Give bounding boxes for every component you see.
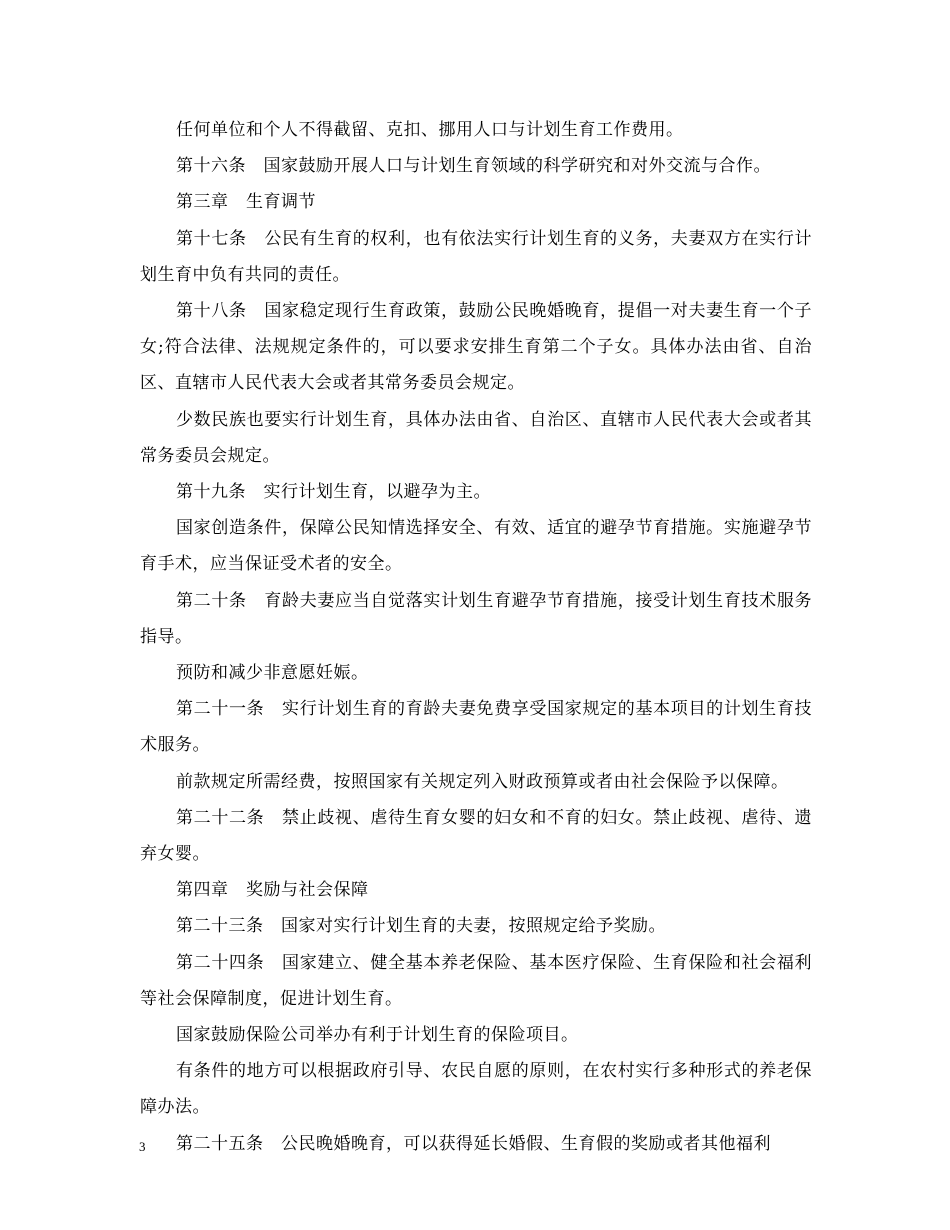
paragraph-1: 任何单位和个人不得截留、克扣、挪用人口与计划生育工作费用。 (176, 120, 684, 140)
article-20: 第二十条 育龄夫妻应当自觉落实计划生育避孕节育措施，接受计划生育技术服务指导。 (140, 590, 812, 647)
paragraph-prevention: 预防和减少非意愿妊娠。 (176, 663, 369, 684)
paragraph-rural-pension: 有条件的地方可以根据政府引导、农民自愿的原则，在农村实行多种形式的养老保障办法。 (140, 1061, 812, 1118)
article-21: 第二十一条 实行计划生育的育龄夫妻免费享受国家规定的基本项目的计划生育技术服务。 (140, 699, 812, 756)
document-body (140, 112, 812, 1162)
article-16: 第十六条 国家鼓励开展人口与计划生育领域的科学研究和对外交流与合作。 (176, 156, 771, 177)
paragraph-insurance: 国家鼓励保险公司举办有利于计划生育的保险项目。 (176, 1025, 579, 1046)
article-23: 第二十三条 国家对实行计划生育的夫妻，按照规定给予奖励。 (176, 916, 666, 937)
article-17: 第十七条 公民有生育的权利，也有依法实行计划生育的义务，夫妻双方在实行计划生育中负有共同的责任。 (140, 228, 812, 285)
chapter-4-heading: 第四章 奖励与社会保障 (176, 880, 369, 901)
article-24: 第二十四条 国家建立、健全基本养老保险、基本医疗保险、生育保险和社会福利等社会保障制度，促进计划生育。 (140, 952, 812, 1009)
page-number: 3 (139, 1139, 146, 1154)
article-18: 第十八条 国家稳定现行生育政策，鼓励公民晚婚晚育，提倡一对夫妻生育一个子女;符合法律、法规规定条件的，可以要求安排生育第二个子女。具体办法由省、自治区、直辖市人民代表大会或者其常务委员会规定。 (140, 301, 812, 394)
chapter-3-heading: 第三章 生育调节 (176, 192, 316, 213)
paragraph-funding: 前款规定所需经费，按照国家有关规定列入财政预算或者由社会保险予以保障。 (176, 771, 789, 792)
article-22: 第二十二条 禁止歧视、虐待生育女婴的妇女和不育的妇女。禁止歧视、虐待、遗弃女婴。 (140, 807, 812, 865)
article-25: 第二十五条 公民晚婚晚育，可以获得延长婚假、生育假的奖励或者其他福利 (176, 1133, 771, 1154)
paragraph-minorities: 少数民族也要实行计划生育，具体办法由省、自治区、直辖市人民代表大会或者其常务委员会规定。 (140, 409, 812, 466)
article-19: 第十九条 实行计划生育，以避孕为主。 (176, 482, 491, 503)
paragraph-contraception: 国家创造条件，保障公民知情选择安全、有效、适宜的避孕节育措施。实施避孕节育手术，应当保证受术者的安全。 (140, 518, 812, 575)
